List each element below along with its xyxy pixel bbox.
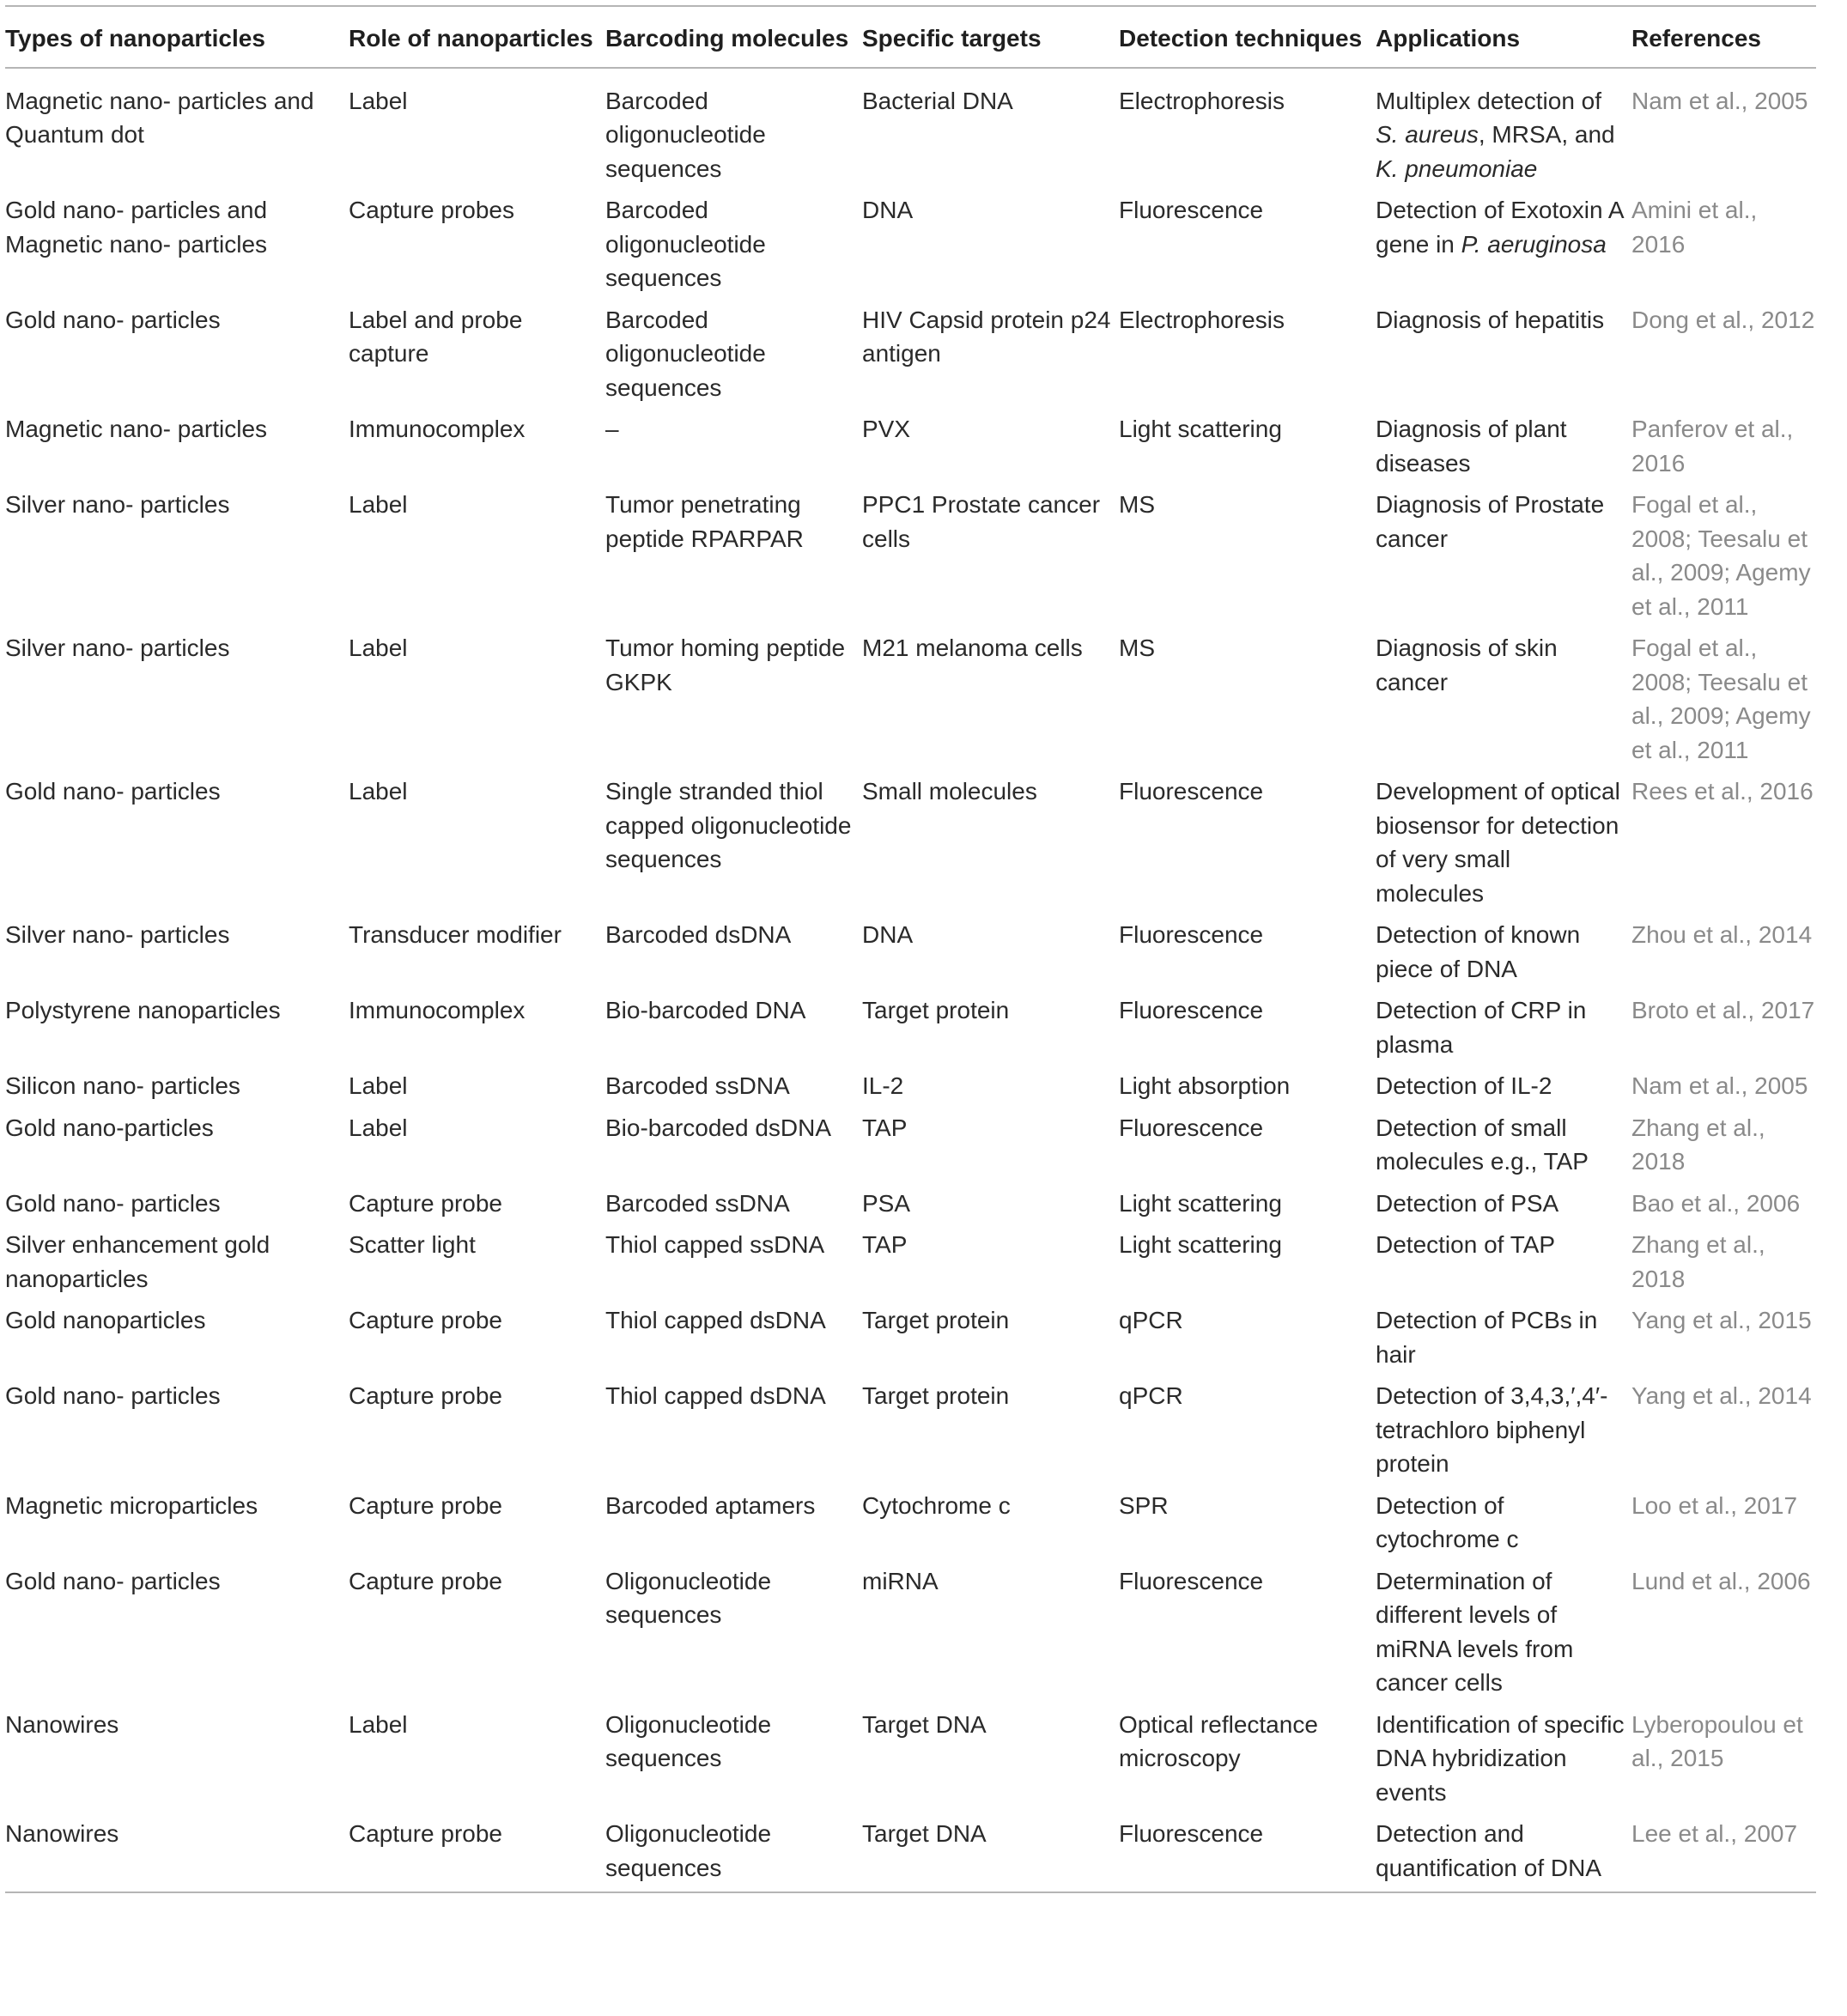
- cell-role: Immunocomplex: [349, 416, 526, 442]
- cell-specific-target: Target protein: [862, 1382, 1010, 1409]
- nanoparticle-barcode-table-container: [5, 5, 1816, 1893]
- cell-role: Capture probe: [349, 1567, 503, 1594]
- cell-barcoding-molecules: Barcoded dsDNA: [605, 921, 792, 948]
- table-row: [5, 1812, 1816, 1892]
- cell-application: [1376, 1374, 1631, 1484]
- cell-application: [1376, 188, 1631, 298]
- cell-application: [1376, 1703, 1631, 1813]
- header-detection-techniques: Detection techniques: [1119, 25, 1363, 52]
- cell-application: [1376, 1181, 1631, 1224]
- cell-specific-target: IL-2: [862, 1072, 904, 1099]
- cell-nanoparticle-type: Magnetic nano- particles and Quantum dot: [5, 87, 314, 148]
- cell-application: [1376, 1559, 1631, 1703]
- cell-specific-target: Target DNA: [862, 1820, 987, 1847]
- cell-nanoparticle-type: Polystyrene nanoparticles: [5, 997, 281, 1023]
- cell-reference: Loo et al., 2017: [1631, 1491, 1798, 1519]
- application-text: Detection of CRP in plasma: [1376, 997, 1587, 1058]
- header-role-of-nanoparticles: Role of nanoparticles: [349, 25, 593, 52]
- species-name: S. aureus: [1376, 121, 1479, 148]
- table-row: [5, 626, 1816, 769]
- application-text: Detection of IL-2: [1376, 1072, 1552, 1099]
- cell-reference: Broto et al., 2017: [1631, 997, 1815, 1023]
- cell-barcoding-molecules: Oligonucleotide sequences: [605, 1710, 772, 1771]
- cell-application: [1376, 1812, 1631, 1892]
- species-name: P. aeruginosa: [1461, 230, 1607, 258]
- header-specific-targets: Specific targets: [862, 25, 1042, 52]
- table-row: [5, 1298, 1816, 1374]
- header-row: [5, 6, 1816, 68]
- table-row: [5, 298, 1816, 408]
- cell-barcoding-molecules: Oligonucleotide sequences: [605, 1567, 772, 1628]
- cell-detection-technique: Fluorescence: [1119, 1820, 1264, 1847]
- cell-nanoparticle-type: Gold nano- particles: [5, 1189, 221, 1217]
- cell-nanoparticle-type: Silver nano- particles: [5, 635, 230, 661]
- cell-reference: Yang et al., 2015: [1631, 1307, 1812, 1333]
- table-row: [5, 1181, 1816, 1224]
- cell-role: Label and probe capture: [349, 306, 523, 367]
- cell-nanoparticle-type: Magnetic microparticles: [5, 1491, 258, 1519]
- header-applications: Applications: [1376, 25, 1521, 52]
- cell-nanoparticle-type: Gold nano-particles: [5, 1114, 214, 1141]
- application-text: Diagnosis of Prostate cancer: [1376, 491, 1605, 552]
- cell-application: [1376, 1484, 1631, 1559]
- cell-nanoparticle-type: Magnetic nano- particles: [5, 416, 268, 442]
- application-text: Detection and quantification of DNA: [1376, 1820, 1602, 1881]
- nanoparticle-barcode-table: [5, 5, 1816, 1893]
- cell-role: Label: [349, 491, 408, 518]
- application-text: Multiplex detection of: [1376, 87, 1602, 114]
- cell-barcoding-molecules: Barcoded ssDNA: [605, 1072, 790, 1099]
- table-row: [5, 1106, 1816, 1181]
- application-text: Detection of Exotoxin A gene in: [1376, 197, 1623, 258]
- cell-barcoding-molecules: Tumor homing peptide GKPK: [605, 635, 846, 695]
- cell-barcoding-molecules: Barcoded aptamers: [605, 1491, 816, 1519]
- cell-barcoding-molecules: Bio-barcoded DNA: [605, 997, 806, 1023]
- cell-barcoding-molecules: Tumor penetrating peptide RPARPAR: [605, 491, 804, 552]
- cell-role: Label: [349, 635, 408, 661]
- cell-barcoding-molecules: Thiol capped dsDNA: [605, 1382, 826, 1409]
- cell-application: [1376, 1298, 1631, 1374]
- cell-application: [1376, 913, 1631, 988]
- application-text: Detection of 3,4,3,′,4′-tetrachloro biphenyl protein: [1376, 1382, 1608, 1477]
- cell-specific-target: DNA: [862, 197, 914, 223]
- cell-nanoparticle-type: Nanowires: [5, 1820, 119, 1847]
- cell-role: Capture probe: [349, 1307, 503, 1333]
- cell-detection-technique: Light absorption: [1119, 1072, 1291, 1099]
- application-text: Detection of TAP: [1376, 1231, 1556, 1258]
- cell-application: [1376, 298, 1631, 408]
- cell-application: [1376, 988, 1631, 1064]
- cell-role: Transducer modifier: [349, 921, 562, 948]
- cell-nanoparticle-type: Gold nano- particles and Magnetic nano- particles: [5, 197, 268, 258]
- cell-role: Label: [349, 1710, 408, 1738]
- cell-reference: Lee et al., 2007: [1631, 1820, 1798, 1847]
- table-row: [5, 1374, 1816, 1484]
- header-barcoding-molecules: Barcoding molecules: [605, 25, 849, 52]
- application-text: , MRSA, and: [1478, 121, 1615, 148]
- cell-specific-target: TAP: [862, 1114, 908, 1141]
- cell-specific-target: Bacterial DNA: [862, 87, 1013, 114]
- cell-specific-target: Target protein: [862, 1307, 1010, 1333]
- cell-specific-target: M21 melanoma cells: [862, 635, 1083, 661]
- cell-reference: Bao et al., 2006: [1631, 1189, 1801, 1217]
- cell-detection-technique: Fluorescence: [1119, 197, 1264, 223]
- cell-detection-technique: Fluorescence: [1119, 1567, 1264, 1594]
- table-header: [5, 6, 1816, 68]
- cell-application: [1376, 1064, 1631, 1106]
- cell-reference: Amini et al., 2016: [1631, 197, 1758, 258]
- cell-specific-target: DNA: [862, 921, 914, 948]
- application-text: Diagnosis of plant diseases: [1376, 416, 1567, 477]
- cell-detection-technique: MS: [1119, 635, 1155, 661]
- table-row: [5, 1064, 1816, 1106]
- table-row: [5, 913, 1816, 988]
- cell-application: [1376, 407, 1631, 483]
- cell-barcoding-molecules: Barcoded oligonucleotide sequences: [605, 87, 766, 182]
- cell-barcoding-molecules: Oligonucleotide sequences: [605, 1820, 772, 1881]
- cell-barcoding-molecules: Thiol capped dsDNA: [605, 1307, 826, 1333]
- cell-detection-technique: Light scattering: [1119, 1231, 1282, 1258]
- cell-nanoparticle-type: Silver nano- particles: [5, 491, 230, 518]
- cell-role: Label: [349, 1114, 408, 1141]
- cell-nanoparticle-type: Silver enhancement gold nanoparticles: [5, 1231, 270, 1292]
- cell-detection-technique: qPCR: [1119, 1382, 1183, 1409]
- application-text: Diagnosis of skin cancer: [1376, 635, 1558, 695]
- application-text: Determination of different levels of miRNA levels from cancer cells: [1376, 1567, 1574, 1696]
- cell-barcoding-molecules: Thiol capped ssDNA: [605, 1231, 825, 1258]
- cell-detection-technique: Optical reflectance microscopy: [1119, 1710, 1318, 1771]
- cell-nanoparticle-type: Silicon nano- particles: [5, 1072, 240, 1099]
- cell-reference: Rees et al., 2016: [1631, 778, 1814, 805]
- cell-detection-technique: MS: [1119, 491, 1155, 518]
- cell-role: Capture probe: [349, 1820, 503, 1847]
- cell-detection-technique: Electrophoresis: [1119, 306, 1285, 333]
- cell-role: Label: [349, 778, 408, 805]
- header-types-of-nanoparticles: Types of nanoparticles: [5, 25, 265, 52]
- cell-application: [1376, 1106, 1631, 1181]
- cell-role: Scatter light: [349, 1231, 476, 1258]
- cell-reference: Zhang et al., 2018: [1631, 1231, 1765, 1292]
- cell-reference: Fogal et al., 2008; Teesalu et al., 2009; Agemy et al., 2011: [1631, 635, 1811, 763]
- cell-specific-target: PVX: [862, 416, 911, 442]
- cell-nanoparticle-type: Gold nano- particles: [5, 1382, 221, 1409]
- species-name: K. pneumoniae: [1376, 155, 1538, 182]
- cell-nanoparticle-type: Gold nano- particles: [5, 1567, 221, 1594]
- application-text: Detection of PCBs in hair: [1376, 1307, 1598, 1368]
- cell-barcoding-molecules: Bio-barcoded dsDNA: [605, 1114, 832, 1141]
- table-body: [5, 68, 1816, 1893]
- cell-role: Capture probe: [349, 1189, 503, 1217]
- cell-detection-technique: Fluorescence: [1119, 997, 1264, 1023]
- cell-nanoparticle-type: Silver nano- particles: [5, 921, 230, 948]
- table-row: [5, 769, 1816, 913]
- cell-specific-target: Cytochrome c: [862, 1491, 1011, 1519]
- cell-barcoding-molecules: Single stranded thiol capped oligonucleotide sequences: [605, 778, 852, 872]
- table-row: [5, 68, 1816, 189]
- table-row: [5, 188, 1816, 298]
- cell-specific-target: Target DNA: [862, 1710, 987, 1738]
- application-text: Development of optical biosensor for detection of very small molecules: [1376, 778, 1620, 907]
- cell-role: Immunocomplex: [349, 997, 526, 1023]
- cell-nanoparticle-type: Gold nano- particles: [5, 306, 221, 333]
- cell-specific-target: miRNA: [862, 1567, 939, 1594]
- cell-specific-target: Small molecules: [862, 778, 1037, 805]
- table-row: [5, 407, 1816, 483]
- cell-nanoparticle-type: Gold nanoparticles: [5, 1307, 206, 1333]
- cell-specific-target: Target protein: [862, 997, 1010, 1023]
- cell-specific-target: TAP: [862, 1231, 908, 1258]
- cell-barcoding-molecules: –: [605, 416, 619, 442]
- cell-detection-technique: Light scattering: [1119, 1189, 1282, 1217]
- table-row: [5, 1559, 1816, 1703]
- cell-application: [1376, 68, 1631, 189]
- cell-specific-target: HIV Capsid protein p24 antigen: [862, 306, 1111, 367]
- table-row: [5, 1484, 1816, 1559]
- cell-reference: Lyberopoulou et al., 2015: [1631, 1710, 1803, 1771]
- cell-application: [1376, 483, 1631, 626]
- application-text: Identification of specific DNA hybridization events: [1376, 1710, 1625, 1806]
- cell-detection-technique: Fluorescence: [1119, 778, 1264, 805]
- cell-role: Label: [349, 87, 408, 114]
- cell-detection-technique: qPCR: [1119, 1307, 1183, 1333]
- cell-application: [1376, 626, 1631, 769]
- table-row: [5, 988, 1816, 1064]
- cell-detection-technique: Electrophoresis: [1119, 87, 1285, 114]
- cell-detection-technique: SPR: [1119, 1491, 1169, 1519]
- cell-reference: Panferov et al., 2016: [1631, 416, 1794, 477]
- header-references: References: [1631, 25, 1761, 52]
- application-text: Detection of PSA: [1376, 1189, 1559, 1217]
- cell-reference: Nam et al., 2005: [1631, 1072, 1808, 1099]
- cell-nanoparticle-type: Nanowires: [5, 1710, 119, 1738]
- application-text: Diagnosis of hepatitis: [1376, 306, 1605, 333]
- application-text: Detection of small molecules e.g., TAP: [1376, 1114, 1589, 1175]
- cell-reference: Nam et al., 2005: [1631, 87, 1808, 114]
- cell-application: [1376, 1223, 1631, 1298]
- cell-reference: Dong et al., 2012: [1631, 306, 1815, 333]
- cell-detection-technique: Fluorescence: [1119, 921, 1264, 948]
- cell-reference: Lund et al., 2006: [1631, 1567, 1811, 1594]
- cell-reference: Fogal et al., 2008; Teesalu et al., 2009; Agemy et al., 2011: [1631, 491, 1811, 620]
- cell-specific-target: PPC1 Prostate cancer cells: [862, 491, 1101, 552]
- cell-role: Capture probe: [349, 1382, 503, 1409]
- cell-reference: Zhang et al., 2018: [1631, 1114, 1765, 1175]
- cell-detection-technique: Fluorescence: [1119, 1114, 1264, 1141]
- cell-role: Capture probes: [349, 197, 515, 223]
- application-text: Detection of cytochrome c: [1376, 1491, 1519, 1552]
- table-row: [5, 1703, 1816, 1813]
- cell-detection-technique: Light scattering: [1119, 416, 1282, 442]
- cell-role: Capture probe: [349, 1491, 503, 1519]
- cell-application: [1376, 769, 1631, 913]
- table-row: [5, 1223, 1816, 1298]
- cell-role: Label: [349, 1072, 408, 1099]
- cell-specific-target: PSA: [862, 1189, 911, 1217]
- cell-barcoding-molecules: Barcoded ssDNA: [605, 1189, 790, 1217]
- cell-nanoparticle-type: Gold nano- particles: [5, 778, 221, 805]
- application-text: Detection of known piece of DNA: [1376, 921, 1581, 982]
- cell-barcoding-molecules: Barcoded oligonucleotide sequences: [605, 197, 766, 291]
- cell-reference: Yang et al., 2014: [1631, 1382, 1812, 1409]
- table-row: [5, 483, 1816, 626]
- cell-reference: Zhou et al., 2014: [1631, 921, 1813, 948]
- cell-barcoding-molecules: Barcoded oligonucleotide sequences: [605, 306, 766, 401]
